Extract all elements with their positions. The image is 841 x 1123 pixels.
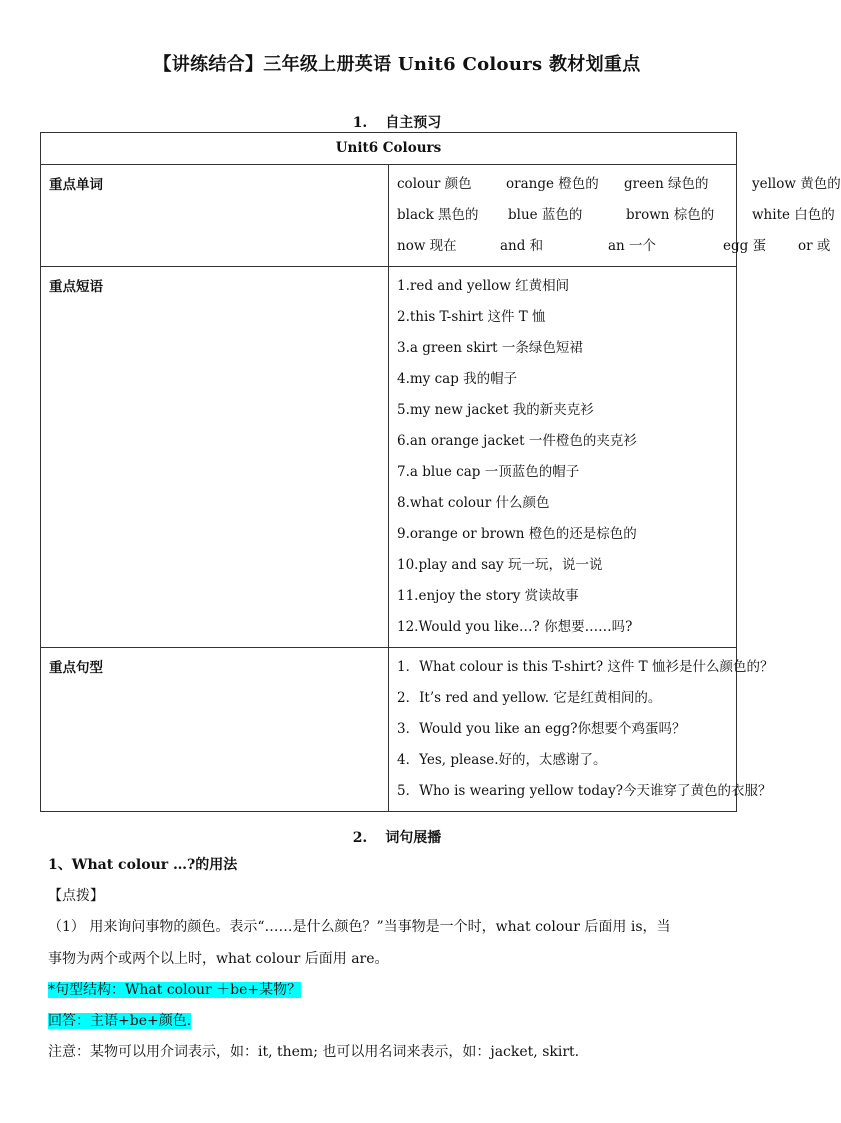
tip-label: 【点拨】 (48, 888, 104, 904)
vocab-word: blue 蓝色的 (508, 207, 583, 223)
vocab-row (41, 165, 737, 267)
sentence-item: 3．Would you like an egg?你想要个鸡蛋吗？ (397, 721, 686, 737)
phrase-item: 7.a blue cap 一顶蓝色的帽子 (397, 464, 580, 480)
phrase-item: 3.a green skirt 一条绿色短裙 (397, 340, 583, 356)
table-header: Unit6 Colours (41, 133, 737, 165)
sentence-item: 2．It’s red and yellow. 它是红黄相间的。 (397, 690, 662, 706)
phrase-item: 2.this T-shirt 这件 T 恤 (397, 309, 546, 325)
phrases-category: 重点短语 (41, 267, 389, 648)
vocab-word: orange 橙色的 (506, 176, 599, 192)
section-2-label: 词句展播 (385, 830, 442, 846)
answer-line (48, 1010, 748, 1030)
section-1-heading (0, 112, 794, 132)
vocab-word: brown 棕色的 (626, 207, 715, 223)
document-title: 【讲练结合】三年级上册英语 Unit6 Colours 教材划重点 (153, 54, 641, 75)
sentences-category: 重点句型 (41, 648, 389, 812)
section-2-heading (0, 827, 794, 847)
vocab-word: yellow 黄色的 (752, 176, 841, 192)
sentence-item: 4．Yes, please.好的，太感谢了。 (397, 752, 607, 768)
phrase-item: 6.an orange jacket 一件橙色的夹克衫 (397, 433, 637, 449)
phrase-item: 4.my cap 我的帽子 (397, 371, 518, 387)
phrase-item: 1.red and yellow 红黄相间 (397, 278, 570, 294)
phrases-content (389, 267, 737, 648)
vocab-word: egg 蛋 (723, 238, 767, 254)
vocab-word: colour 颜色 (397, 176, 472, 192)
vocab-line-2 (397, 200, 835, 231)
preview-table (40, 132, 841, 812)
section-2-number: 2. (352, 830, 368, 846)
sentences-row (41, 648, 737, 812)
structure-highlight: *句型结构：What colour ＋be+某物？ (48, 982, 302, 998)
vocab-category: 重点单词 (41, 165, 389, 267)
sentence-item: 5．Who is wearing yellow today?今天谁穿了黄色的衣服？ (397, 783, 772, 799)
sentences-content (389, 648, 774, 812)
vocab-word: white 白色的 (752, 207, 835, 223)
vocab-content (389, 165, 841, 267)
phrase-item: 5.my new jacket 我的新夹克衫 (397, 402, 594, 418)
usage-heading: 1、What colour …?的用法 (48, 857, 238, 873)
phrase-item: 8.what colour 什么颜色 (397, 495, 550, 511)
usage-paragraph-line-2: 事物为两个或两个以上时，what colour 后面用 are。 (48, 951, 389, 967)
vocab-line-3 (397, 231, 831, 262)
vocab-word: now 现在 (397, 238, 457, 254)
phrase-item: 12.Would you like…? 你想要……吗? (397, 619, 633, 635)
section-1-number: 1. (352, 115, 368, 131)
vocab-word: an 一个 (608, 238, 657, 254)
vocab-word: green 绿色的 (624, 176, 709, 192)
sentence-item: 1．What colour is this T-shirt? 这件 T 恤衫是什么颜色的？ (397, 659, 774, 675)
structure-line (48, 979, 748, 999)
note-line: 注意：某物可以用介词表示，如：it, them; 也可以用名词来表示，如：jacket, skirt. (48, 1044, 580, 1060)
phrase-item: 11.enjoy the story 赏读故事 (397, 588, 579, 604)
phrases-row (41, 267, 737, 648)
vocab-word: and 和 (500, 238, 544, 254)
phrase-item: 10.play and say 玩一玩，说一说 (397, 557, 603, 573)
phrase-item: 9.orange or brown 橙色的还是棕色的 (397, 526, 637, 542)
usage-paragraph-line-1: （1） 用来询问事物的颜色。表示“……是什么颜色？”当事物是一个时，what colour 后面用 is，当 (48, 919, 671, 935)
section-1-label: 自主预习 (385, 115, 442, 131)
vocab-word: or 或 (798, 238, 831, 254)
vocab-word: black 黑色的 (397, 207, 479, 223)
vocab-line-1 (397, 169, 841, 200)
answer-highlight: 回答：主语+be+颜色. (48, 1013, 192, 1029)
